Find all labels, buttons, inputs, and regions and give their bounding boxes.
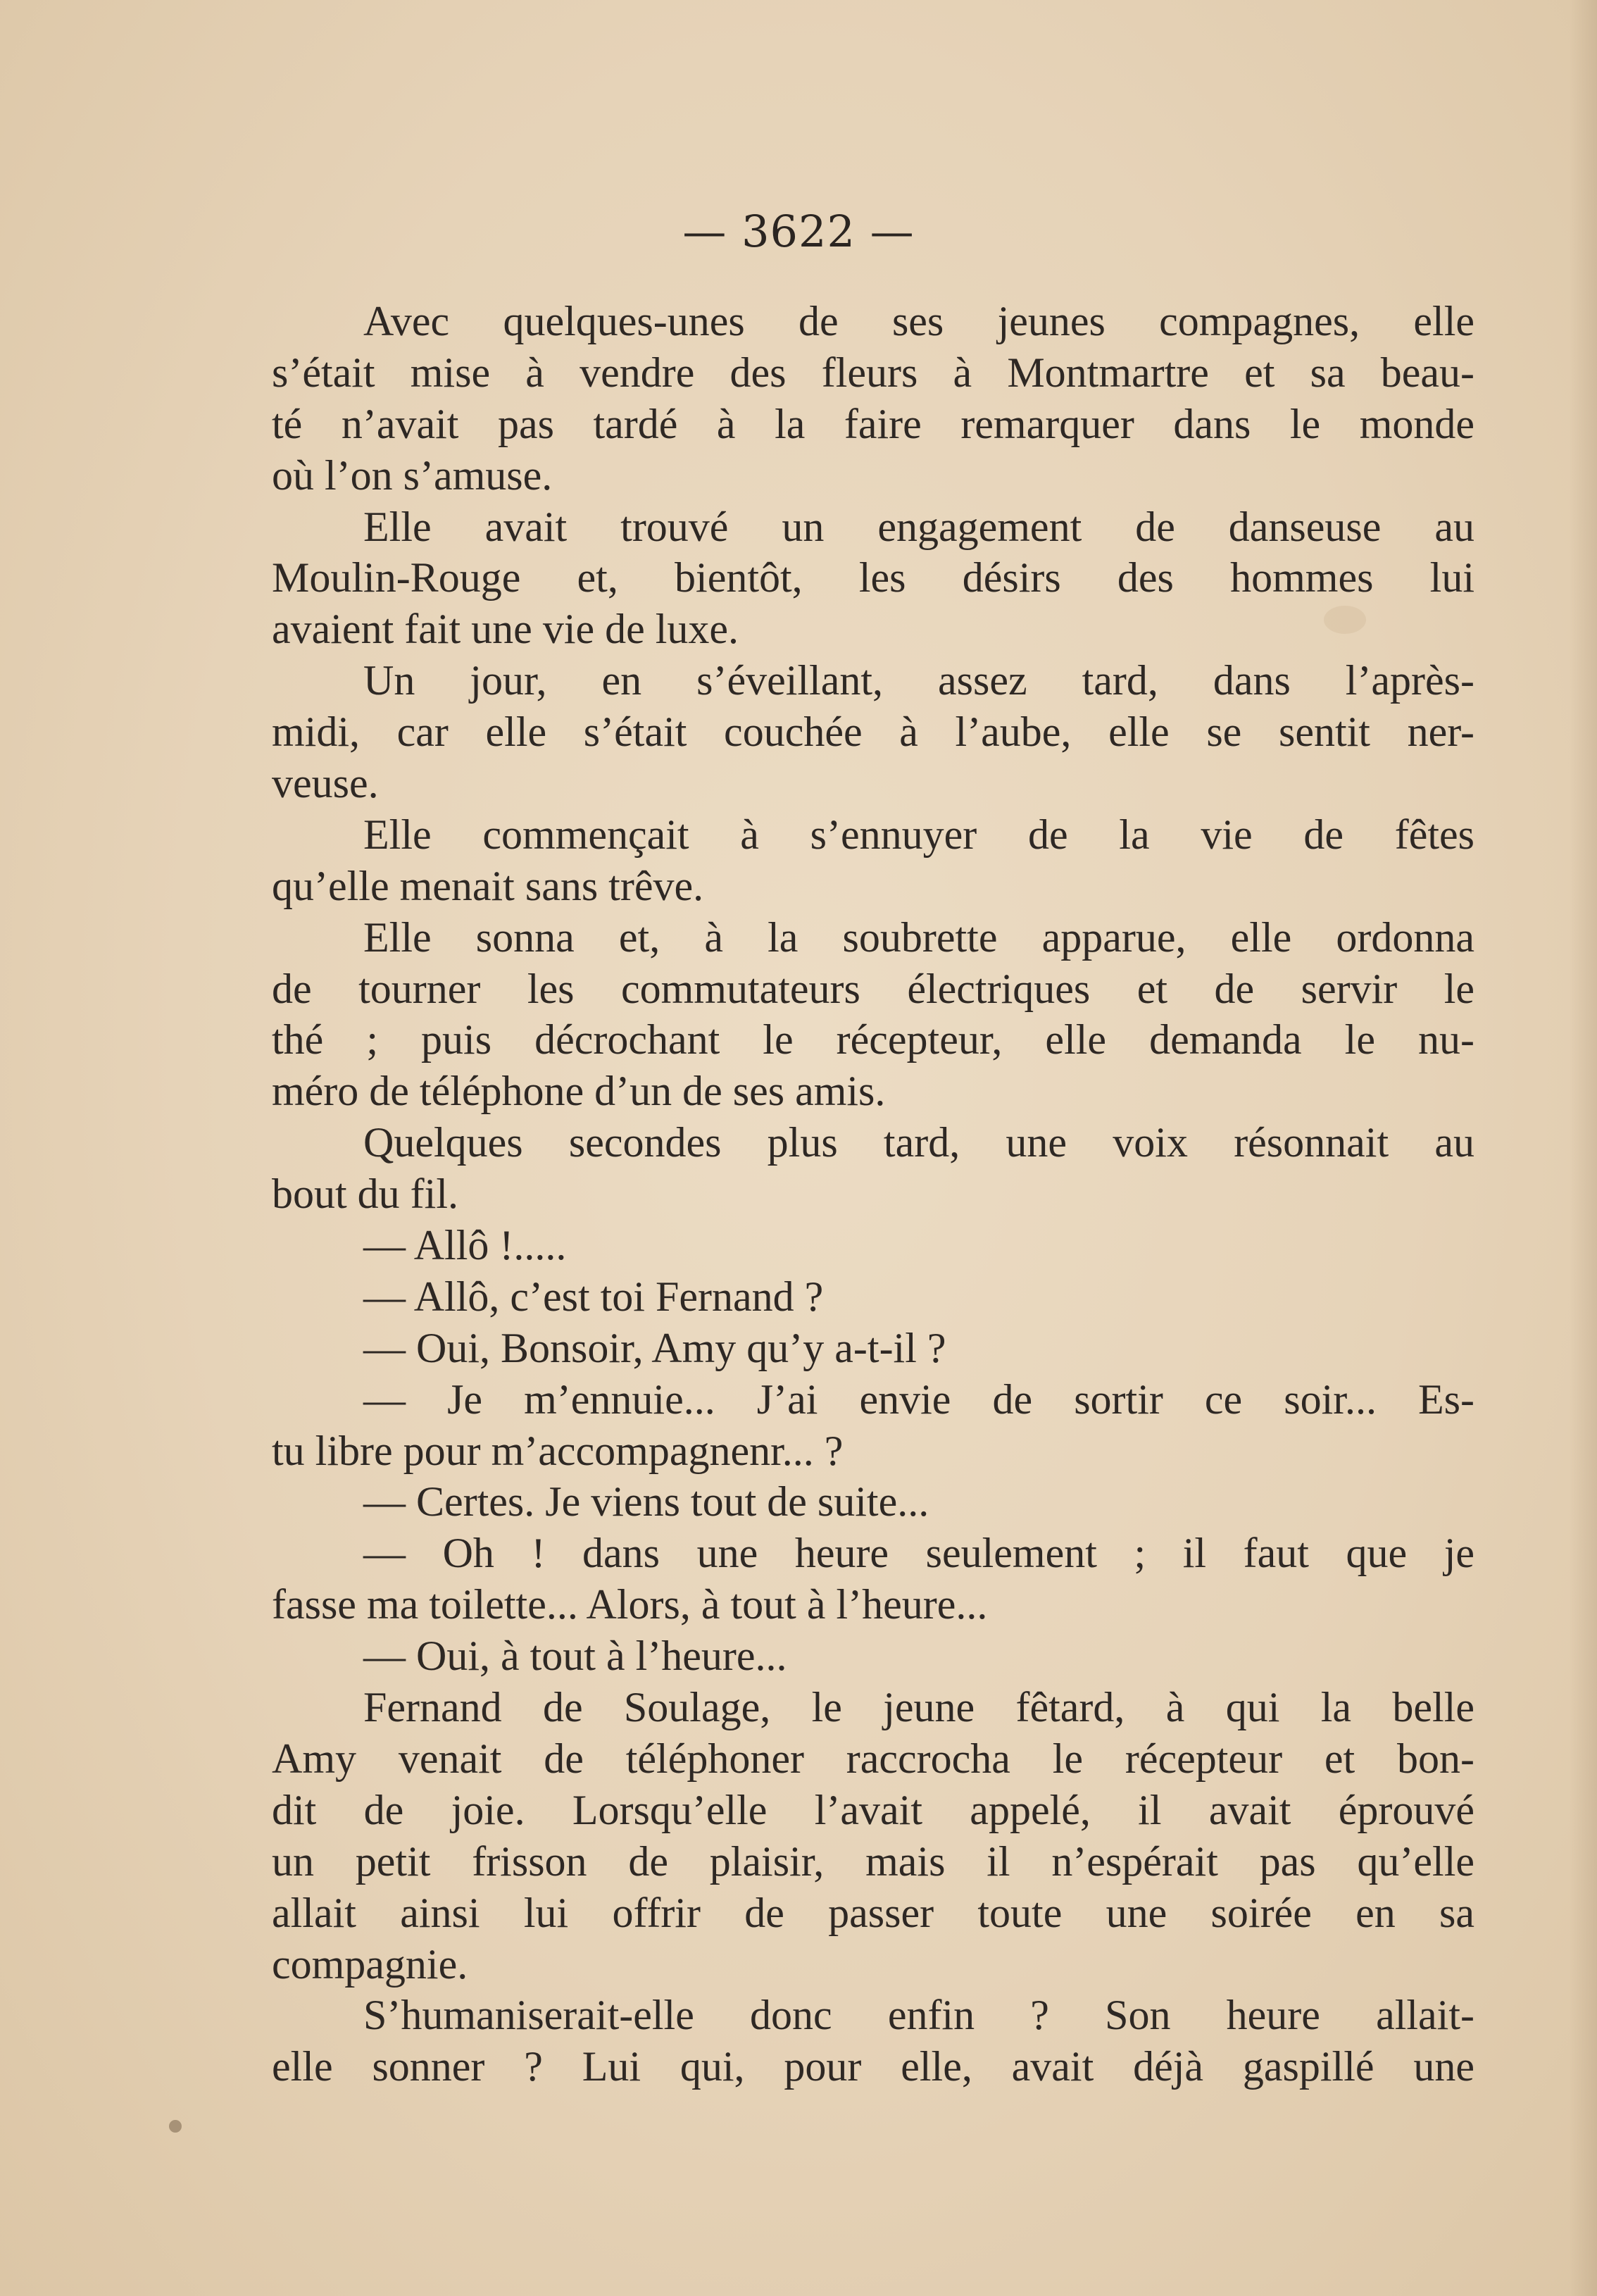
text-line: Elle sonna et, à la soubrette apparue, elle ordonna	[363, 913, 1474, 961]
text-line: Elle avait trouvé un engagement de danseuse au	[363, 503, 1474, 550]
text-line: — Oui, Bonsoir, Amy qu’y a-t-il ?	[363, 1324, 946, 1371]
text-line: — Certes. Je viens tout de suite...	[363, 1478, 929, 1526]
text-line: qu’elle menait sans trêve.	[272, 862, 704, 909]
text-line: s’était mise à vendre des fleurs à Montmartre et sa beau-	[272, 349, 1474, 396]
text-line: Amy venait de téléphoner raccrocha le récepteur et bon-	[272, 1735, 1474, 1782]
text-line: elle sonner ? Lui qui, pour elle, avait déjà gaspillé une	[272, 2043, 1474, 2090]
text-line: té n’avait pas tardé à la faire remarquer dans le monde	[272, 400, 1474, 447]
text-line: de tourner les commutateurs électriques et de servir le	[272, 965, 1474, 1012]
text-line: méro de téléphone d’un de ses amis.	[272, 1068, 886, 1115]
text-line: Fernand de Soulage, le jeune fêtard, à qui la belle	[363, 1684, 1474, 1731]
text-line: S’humaniserait-elle donc enfin ? Son heure allait-	[363, 1992, 1474, 2039]
text-line: bout du fil.	[272, 1171, 458, 1218]
text-line: un petit frisson de plaisir, mais il n’espérait pas qu’elle	[272, 1838, 1474, 1885]
text-line: fasse ma toilette... Alors, à tout à l’heure...	[272, 1581, 988, 1628]
text-line: Un jour, en s’éveillant, assez tard, dans l’après-	[363, 657, 1474, 704]
text-line: thé ; puis décrochant le récepteur, elle demanda le nu-	[272, 1016, 1474, 1063]
text-line: — Oh ! dans une heure seulement ; il faut que je	[363, 1530, 1474, 1577]
paper-stain	[169, 2120, 182, 2133]
text-line: où l’on s’amuse.	[272, 451, 553, 499]
text-line: — Je m’ennuie... J’ai envie de sortir ce soir... Es-	[363, 1375, 1474, 1423]
page-number: — 3622 —	[682, 206, 915, 257]
body-text	[272, 296, 1474, 2092]
text-line: veuse.	[272, 760, 379, 807]
text-line: Quelques secondes plus tard, une voix résonnait au	[363, 1119, 1474, 1166]
text-line: — Oui, à tout à l’heure...	[363, 1633, 787, 1680]
page-edge-shadow	[1569, 0, 1597, 2296]
text-line: avaient fait une vie de luxe.	[272, 606, 739, 653]
text-line: — Allô, c’est toi Fernand ?	[363, 1273, 824, 1320]
text-line: Avec quelques-unes de ses jeunes compagnes, elle	[363, 298, 1474, 344]
text-line: allait ainsi lui offrir de passer toute une soirée en sa	[272, 1889, 1474, 1936]
text-line: — Allô !.....	[363, 1222, 567, 1269]
text-line: Elle commençait à s’ennuyer de la vie de fêtes	[363, 811, 1474, 858]
text-line: compagnie.	[272, 1940, 468, 1988]
text-line: midi, car elle s’était couchée à l’aube, elle se sentit ner-	[272, 709, 1474, 756]
text-line: Moulin-Rouge et, bientôt, les désirs des hommes lui	[272, 554, 1474, 601]
text-line: dit de joie. Lorsqu’elle l’avait appelé, il avait éprouvé	[272, 1786, 1474, 1833]
text-line: tu libre pour m’accompagnenr... ?	[272, 1427, 844, 1474]
